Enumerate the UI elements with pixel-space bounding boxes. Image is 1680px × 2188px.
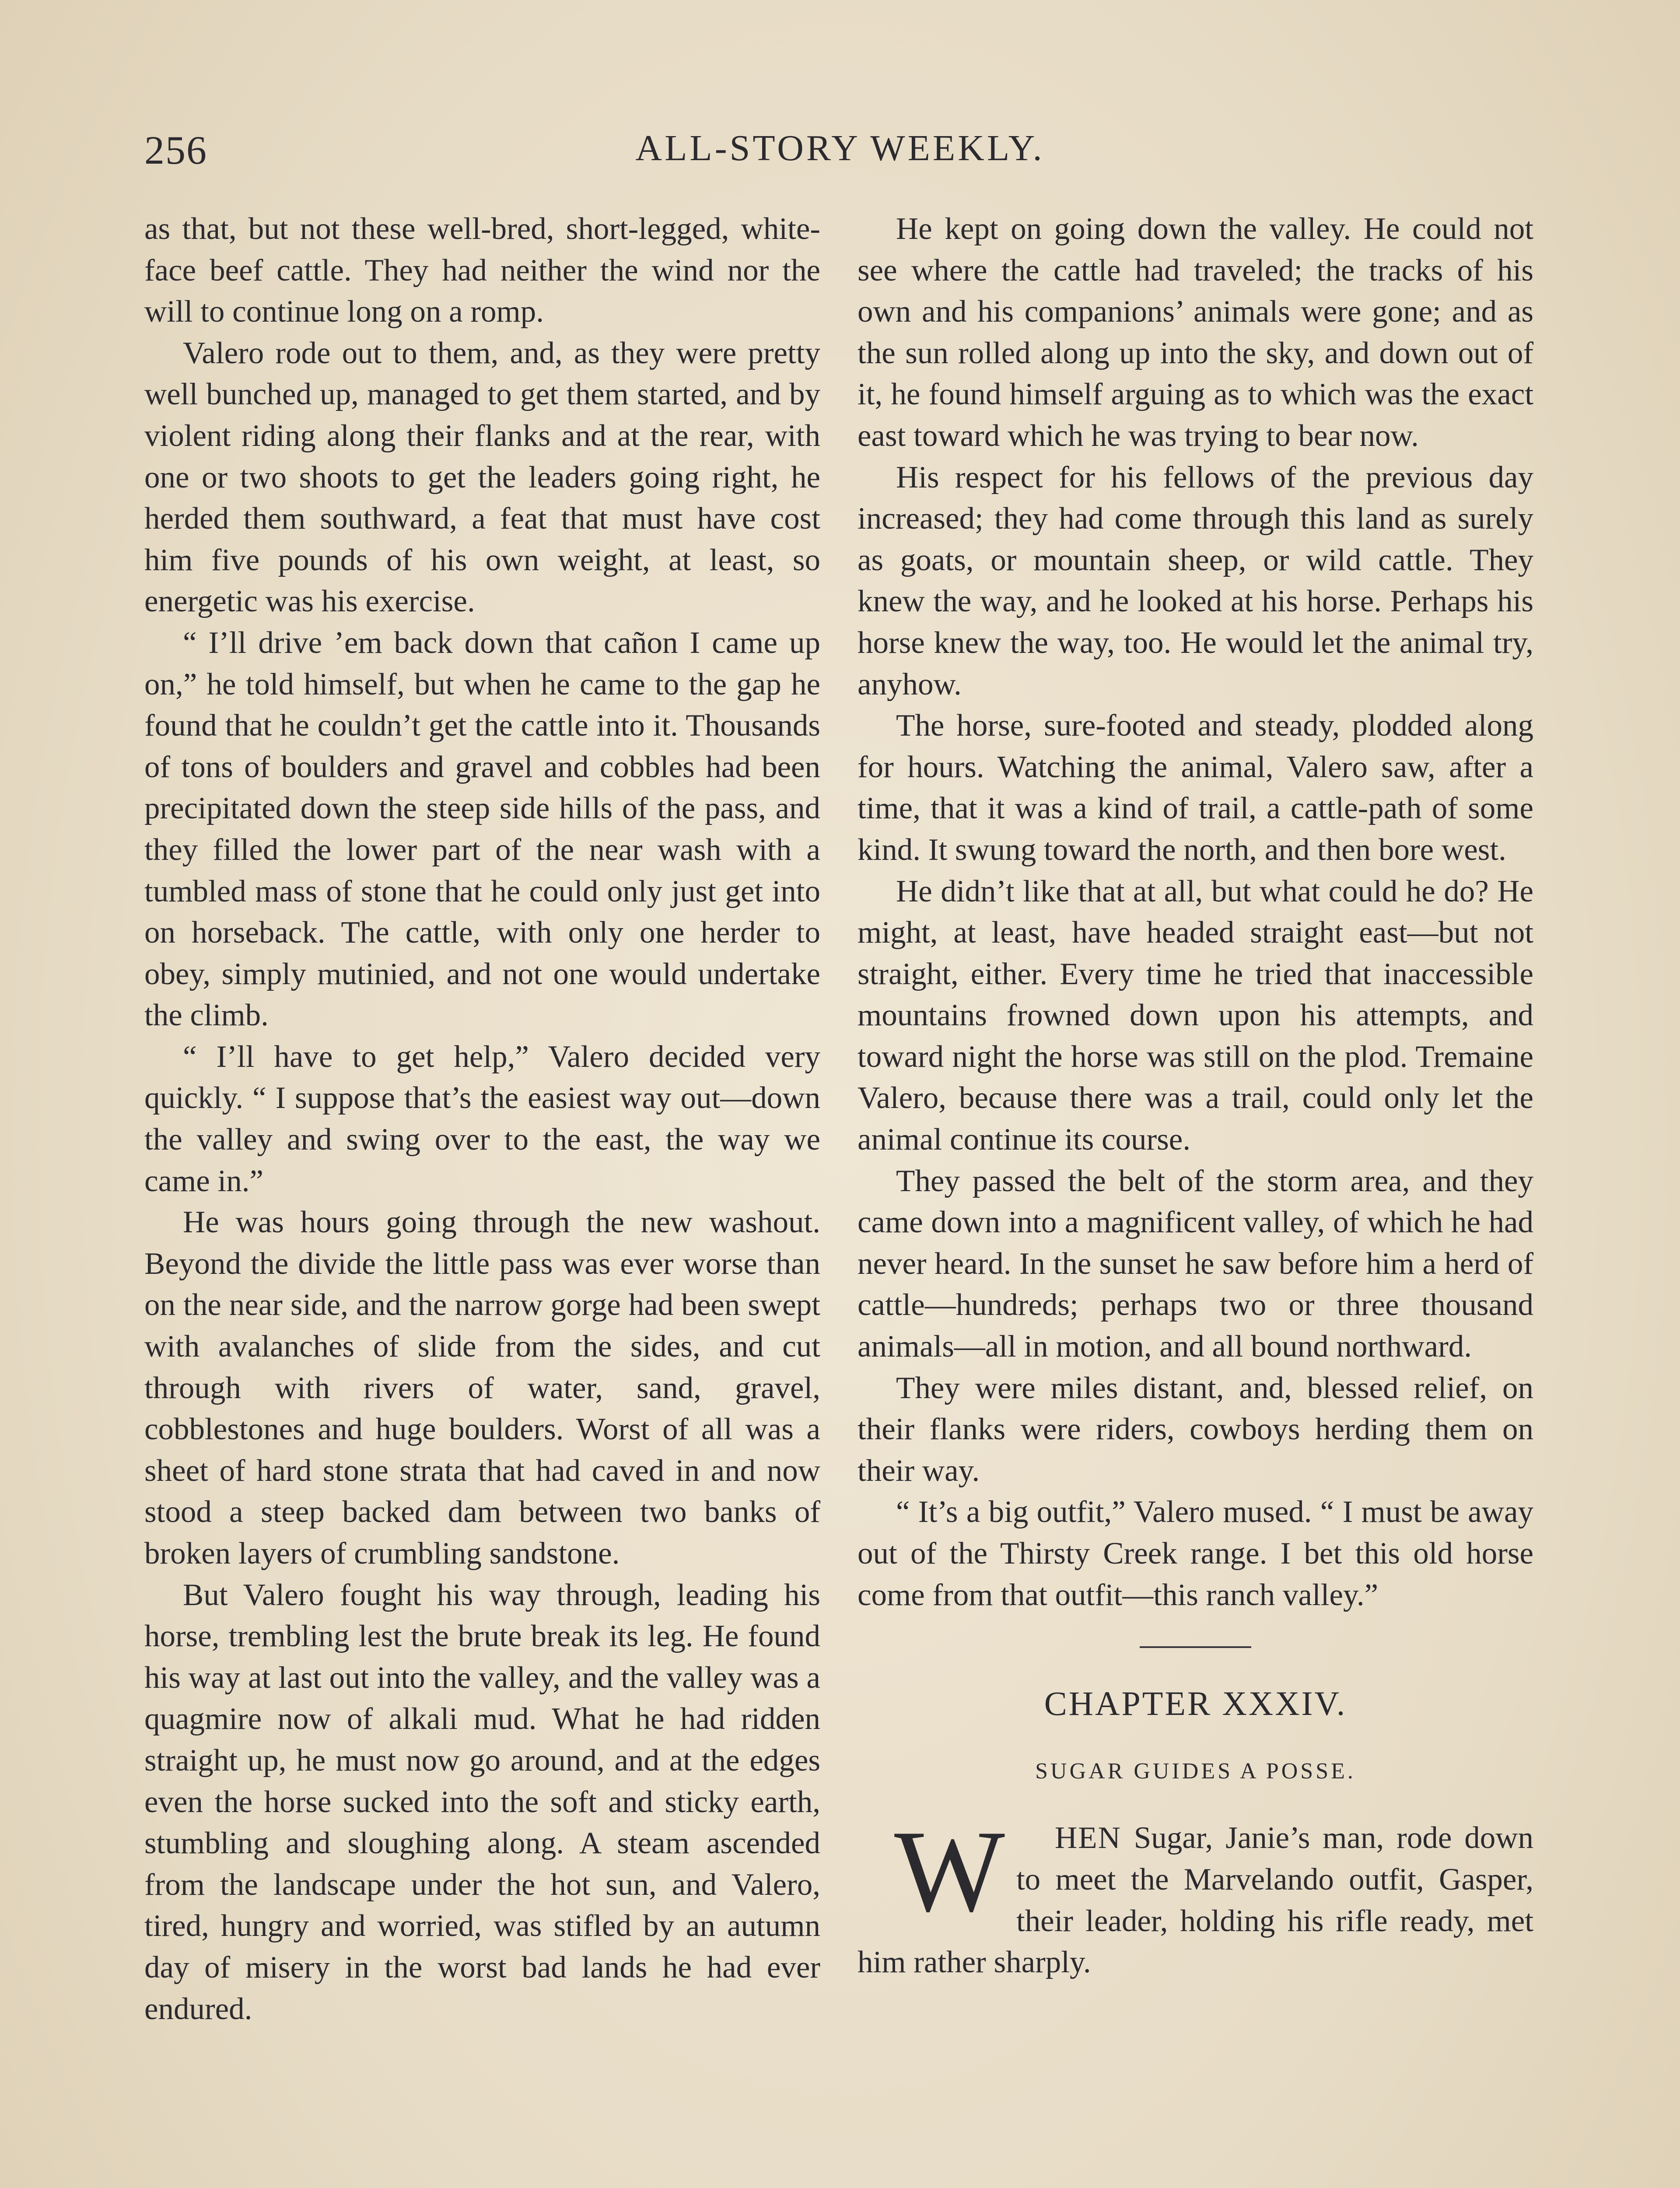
opening-text: Sugar, Janie’s man, rode down to meet the Marvelando outfit, Gasper, their leader, holding his rifle ready, met him rather sharply.: [858, 1821, 1533, 1980]
paragraph: as that, but not these well-bred, short-legged, white-face beef cattle. They had neither the wind nor the will to continue long on a romp.: [144, 212, 820, 329]
right-column: [858, 208, 1533, 1983]
paragraph: But Valero fought his way through, leading his horse, trembling lest the brute break its leg. He found his way at last out into the valley, and the valley was a quagmire now of alkali mud. What he had ridden straight up, he must now go around, and at the edges even the horse sucked into the soft and sticky earth, stumbling and sloughing along. A steam ascended from the landscape under the hot sun, and Valero, tired, hungry and worried, was stifled by an autumn day of misery in the worst bad lands he had ever endured.: [144, 1578, 820, 2026]
drop-cap: W: [894, 1806, 1005, 1936]
running-title: ALL-STORY WEEKLY.: [635, 128, 1045, 168]
left-column: [144, 208, 820, 2030]
paragraph: “ It’s a big outfit,” Valero mused. “ I must be away out of the Thirsty Creek range. I bet this old horse come from that outfit—this ranch valley.”: [858, 1495, 1533, 1612]
chapter-subtitle: SUGAR GUIDES A POSSE.: [1035, 1758, 1356, 1784]
paragraph: He was hours going through the new washout. Beyond the divide the little pass was ever worse than on the near side, and the narrow gorge had been swept with avalanches of slide from the sides, and cut through with rivers of water, sand, gravel, cobblestones and huge boulders. Worst of all was a sheet of hard stone strata that had caved in and now stood a steep backed dam between two banks of broken layers of crumbling sandstone.: [144, 1205, 820, 1571]
page-header: [144, 127, 1536, 179]
lead-caps: HEN: [1054, 1821, 1121, 1855]
page-number: 256: [144, 128, 207, 172]
paragraph: “ I’ll have to get help,” Valero decided very quickly. “ I suppose that’s the easiest way out—down the valley and swing over to the east, the way we came in.”: [144, 1039, 820, 1198]
paragraph: They were miles distant, and, blessed relief, on their flanks were riders, cowboys herding them on their way.: [858, 1371, 1533, 1488]
section-divider: [1140, 1646, 1251, 1648]
paragraph: The horse, sure-footed and steady, plodded along for hours. Watching the animal, Valero saw, after a time, that it was a kind of trail, a cattle-path of some kind. It swung toward the north, and then bore west.: [858, 708, 1533, 867]
chapter-opening-paragraph: [858, 1806, 1533, 1983]
paragraph: He kept on going down the valley. He could not see where the cattle had traveled; the tracks of his own and his companions’ animals were gone; and as the sun rolled along up into the sky, and down out of it, he found himself arguing as to which was the exact east toward which he was trying to bear now.: [858, 212, 1533, 453]
paragraph: They passed the belt of the storm area, and they came down into a magnificent valley, of which he had never heard. In the sunset he saw before him a herd of cattle—hundreds; perhaps two or three thousand animals—all in motion, and all bound northward.: [858, 1164, 1533, 1364]
paragraph: His respect for his fellows of the previous day increased; they had come through this land as surely as goats, or mountain sheep, or wild cattle. They knew the way, and he looked at his horse. Perhaps his horse knew the way, too. He would let the animal try, anyhow.: [858, 460, 1533, 701]
paragraph: Valero rode out to them, and, as they were pretty well bunched up, managed to get them started, and by violent riding along their flanks and at the rear, with one or two shoots to get the leaders going right, he herded them southward, a feat that must have cost him five pounds of his own weight, at least, so energetic was his exercise.: [144, 336, 820, 619]
paragraph: “ I’ll drive ’em back down that cañon I came up on,” he told himself, but when he came to the gap he found that he couldn’t get the cattle into it. Thousands of tons of boulders and gravel and cobbles had been precipitated down the steep side hills of the pass, and they filled the lower part of the near wash with a tumbled mass of stone that he could only just get into on horseback. The cattle, with only one herder to obey, simply mutinied, and not one would undertake the climb.: [144, 625, 820, 1033]
chapter-title: CHAPTER XXXIV.: [1044, 1684, 1347, 1723]
paragraph: He didn’t like that at all, but what could he do? He might, at least, have headed straight east—but not straight, either. Every time he tried that inaccessible mountains frowned down upon his attempts, and toward night the horse was still on the plod. Tremaine Valero, because there was a trail, could only let the animal continue its course.: [858, 874, 1533, 1157]
